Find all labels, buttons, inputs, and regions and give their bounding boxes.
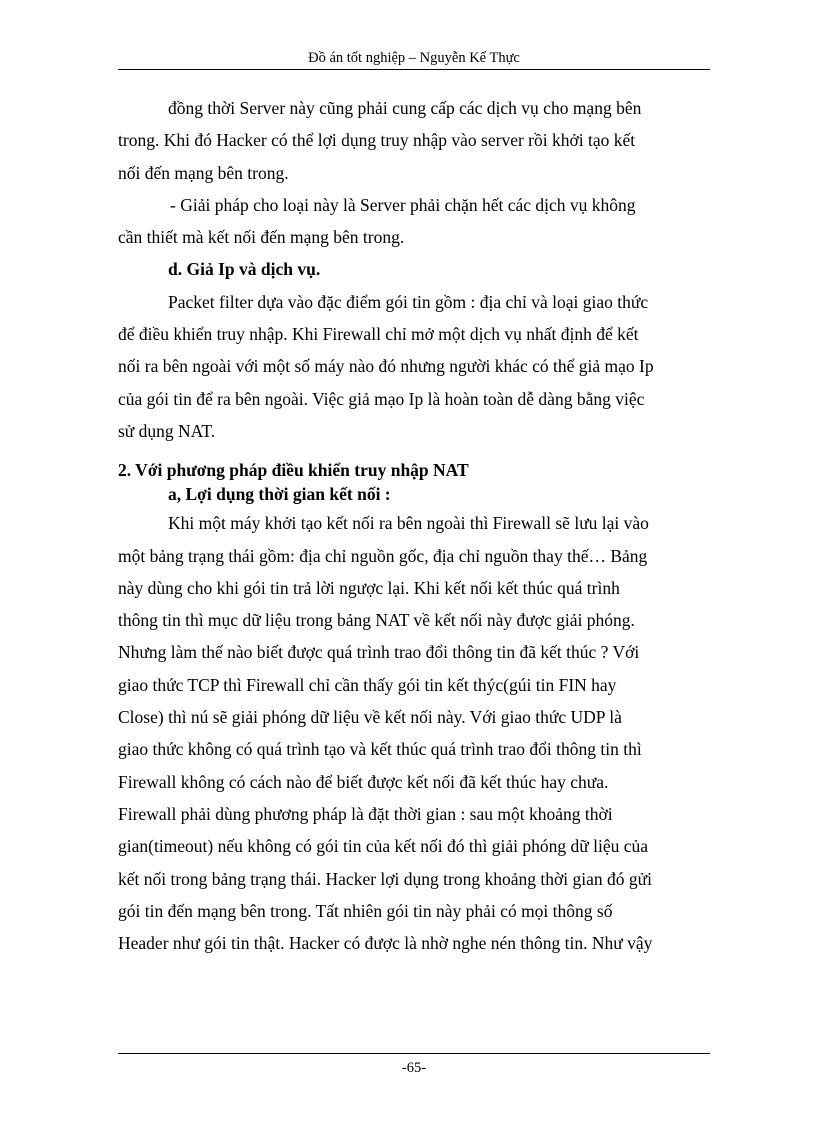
section-heading-2: 2. Với phương pháp điều khiển truy nhập NAT <box>118 460 469 481</box>
paragraph-line: sử dụng NAT. <box>118 420 216 441</box>
paragraph-line: gian(timeout) nếu không có gói tin của kết nối đó thì giải phóng dữ liệu của <box>118 836 648 857</box>
paragraph-line: cần thiết mà kết nối đến mạng bên trong. <box>118 227 405 248</box>
paragraph-line: - Giải pháp cho loại này là Server phải chặn hết các dịch vụ không <box>170 194 636 215</box>
header-rule <box>118 69 710 70</box>
paragraph-line: đồng thời Server này cũng phải cung cấp các dịch vụ cho mạng bên <box>168 98 642 118</box>
paragraph-line: Packet filter dựa vào đặc điểm gói tin gồm : địa chỉ và loại giao thức <box>168 291 649 312</box>
paragraph-line: Khi một máy khởi tạo kết nối ra bên ngoài thì Firewall sẽ lưu lại vào <box>168 513 649 534</box>
paragraph-line: giao thức không có quá trình tạo và kết thúc quá trình trao đổi thông tin thì <box>118 739 642 760</box>
paragraph-line: nối đến mạng bên trong. <box>118 162 289 183</box>
paragraph-line: Header như gói tin thật. Hacker có được là nhờ nghe nén thông tin. Như vậy <box>118 933 653 954</box>
paragraph-line: Close) thì nú sẽ giải phóng dữ liệu về kết nối này. Với giao thức UDP là <box>118 707 622 728</box>
paragraph-line: gói tin đến mạng bên trong. Tất nhiên gói tin này phải có mọi thông số <box>118 900 613 921</box>
paragraph-line: nối ra bên ngoài với một số máy nào đó nhưng người khác có thể giả mạo Ip <box>118 356 654 377</box>
paragraph-line: giao thức TCP thì Firewall chỉ cần thấy gói tin kết thýc(gúi tin FIN hay <box>118 674 617 695</box>
page-number: -65- <box>401 1060 427 1076</box>
paragraph-line: kết nối trong bảng trạng thái. Hacker lợi dụng trong khoảng thời gian đó gửi <box>118 868 652 889</box>
paragraph-line: Firewall không có cách nào để biết được kết nối đã kết thúc hay chưa. <box>118 771 609 792</box>
paragraph-line: Firewall phải dùng phương pháp là đặt thời gian : sau một khoảng thời <box>118 803 613 824</box>
paragraph-line: một bảng trạng thái gồm: địa chỉ nguồn gốc, địa chỉ nguồn thay thế… Bảng <box>118 545 648 566</box>
subheading-d: d. Giả Ip và dịch vụ. <box>168 259 321 280</box>
document-body <box>118 92 708 959</box>
paragraph-line: để điều khiển truy nhập. Khi Firewall chỉ mở một dịch vụ nhất định để kết <box>118 324 639 345</box>
footer-rule <box>118 1053 710 1054</box>
page-header: Đồ án tốt nghiệp – Nguyễn Kế Thực <box>308 50 520 66</box>
paragraph-line: Nhưng làm thế nào biết được quá trình trao đổi thông tin đã kết thúc ? Với <box>118 642 640 663</box>
paragraph-line: trong. Khi đó Hacker có thể lợi dụng truy nhập vào server rồi khởi tạo kết <box>118 130 636 151</box>
paragraph-line: thông tin thì mục dữ liệu trong bảng NAT về kết nối này được giải phóng. <box>118 610 635 631</box>
subheading-a: a, Lợi dụng thời gian kết nối : <box>168 484 391 505</box>
paragraph-line: của gói tin để ra bên ngoài. Việc giả mạo Ip là hoàn toàn dễ dàng bằng việc <box>118 388 645 409</box>
paragraph-line: này dùng cho khi gói tin trả lời ngược lại. Khi kết nối kết thúc quá trình <box>118 577 620 598</box>
